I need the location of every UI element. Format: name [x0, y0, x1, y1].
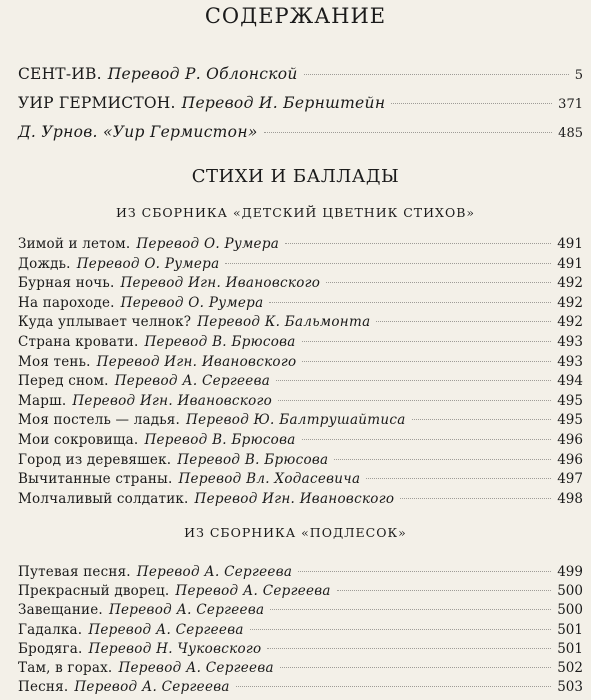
entry-translator: Перевод И. Бернштейн — [181, 94, 386, 112]
entry-title: Прекрасный дворец. — [18, 583, 170, 600]
entry-translator: Перевод Игн. Ивановского — [194, 490, 395, 507]
entry-title: Страна кровати. — [18, 334, 139, 350]
toc-entry — [18, 93, 583, 113]
entry-title: Завещание. — [18, 602, 103, 619]
dot-leader — [236, 686, 551, 687]
dot-leader — [334, 459, 551, 460]
toc-entry — [18, 332, 583, 352]
toc-entry — [18, 122, 583, 142]
toc-entry — [18, 64, 583, 84]
entry-translator: Перевод О. Румера — [136, 236, 280, 252]
entry-title: Путевая песня. — [18, 564, 131, 580]
page-number: 485 — [558, 126, 583, 141]
poems-heading: СТИХИ И БАЛЛАДЫ — [191, 166, 400, 187]
entry-translator: Перевод А. Сергеева — [136, 564, 293, 580]
toc-entry — [18, 234, 583, 254]
entry-translator: Перевод Вл. Ходасевича — [178, 471, 361, 488]
dot-leader — [302, 361, 551, 362]
dot-leader — [337, 590, 551, 591]
page-number: 5 — [574, 68, 583, 83]
entry-title: Дождь. — [18, 255, 71, 272]
entry-title: Там, в горах. — [18, 660, 113, 676]
entry-title: Моя тень. — [18, 353, 91, 370]
entry-translator: Перевод А. Сергеева — [74, 679, 230, 696]
page-number: 493 — [557, 334, 583, 350]
toc-entry — [18, 273, 583, 293]
toc-entry — [18, 489, 583, 509]
collection1-heading: ИЗ СБОРНИКА «ДЕТСКИЙ ЦВЕТНИК СТИХОВ» — [115, 205, 476, 220]
entry-title: Гадалка. — [18, 621, 83, 638]
page-number: 491 — [557, 255, 583, 272]
entry-title: Вычитанные страны. — [18, 471, 173, 488]
page-number: 502 — [557, 660, 583, 676]
entry-translator: Перевод Ю. Балтрушайтиса — [186, 412, 406, 429]
page-number: 492 — [557, 314, 583, 331]
toc-entry — [18, 581, 583, 601]
entry-translator: Перевод А. Сергеева — [88, 621, 244, 638]
page-number: 501 — [557, 640, 583, 657]
page-number: 498 — [557, 490, 583, 507]
dot-leader — [285, 243, 551, 244]
entry-title: УИР ГЕРМИСТОН. — [18, 94, 176, 112]
entry-translator: Перевод В. Брюсова — [177, 451, 329, 468]
entry-title: Молчаливый солдатик. — [18, 490, 189, 507]
entry-title: Куда уплывает челнок? — [18, 314, 192, 331]
page-number: 495 — [557, 392, 583, 409]
dot-leader — [276, 380, 551, 381]
page-number: 496 — [557, 432, 583, 448]
dot-leader — [250, 629, 552, 630]
toc-entry — [18, 562, 583, 582]
toc-entry — [18, 639, 583, 659]
entry-translator: Перевод Н. Чуковского — [88, 640, 262, 657]
page-number: 500 — [557, 583, 583, 600]
page-number: 492 — [557, 275, 583, 292]
dot-leader — [278, 400, 551, 401]
entry-translator: Перевод Игн. Ивановского — [96, 353, 297, 370]
entry-title: Город из деревяшек. — [18, 451, 172, 468]
dot-leader — [326, 282, 551, 283]
entry-translator: Перевод А. Сергеева — [118, 660, 274, 676]
toc-entry — [18, 293, 583, 313]
page-number: 494 — [557, 373, 583, 390]
toc-entry — [18, 600, 583, 620]
dot-leader — [400, 498, 551, 499]
entry-translator: Перевод Р. Облонской — [107, 65, 298, 83]
entry-title: Песня. — [18, 679, 69, 696]
dot-leader — [270, 609, 551, 610]
page-number: 503 — [557, 679, 583, 696]
toc-entry — [18, 352, 583, 372]
entry-title: Марш. — [18, 392, 67, 409]
entry-translator: Перевод А. Сергеева — [175, 583, 331, 600]
toc-entry — [18, 371, 583, 391]
entry-translator: Перевод О. Румера — [120, 294, 264, 311]
entry-title: Бродяга. — [18, 640, 83, 657]
page-number: 500 — [557, 602, 583, 619]
page-number: 493 — [557, 353, 583, 370]
entry-translator: Перевод Игн. Ивановского — [120, 275, 321, 292]
page-number: 496 — [557, 451, 583, 468]
entry-title: Мои сокровища. — [18, 432, 139, 448]
dot-leader — [264, 132, 553, 133]
dot-leader — [302, 439, 552, 440]
page-number: 492 — [557, 294, 583, 311]
entry-title: Перед сном. — [18, 373, 109, 390]
toc-entry — [18, 254, 583, 274]
dot-leader — [366, 478, 551, 479]
toc-entry — [18, 658, 583, 678]
entry-translator: Перевод А. Сергеева — [108, 602, 265, 619]
collection2-heading: ИЗ СБОРНИКА «ПОДЛЕСОК» — [184, 525, 407, 540]
dot-leader — [391, 103, 552, 104]
toc-entry — [18, 410, 583, 430]
page-number: 499 — [557, 564, 583, 580]
toc-entry — [18, 620, 583, 640]
dot-leader — [302, 341, 552, 342]
entry-title: Моя постель — ладья. — [18, 412, 181, 429]
dot-leader — [412, 419, 552, 420]
page-number: 495 — [557, 412, 583, 429]
entry-translator: Перевод Игн. Ивановского — [72, 392, 273, 409]
page-title: СОДЕРЖАНИЕ — [204, 4, 387, 28]
page-number: 497 — [557, 471, 583, 488]
page-number: 491 — [557, 236, 583, 252]
page-number: 501 — [557, 621, 583, 638]
dot-leader — [225, 263, 551, 264]
entry-title: Бурная ночь. — [18, 275, 115, 292]
entry-translator: Перевод В. Брюсова — [144, 432, 296, 448]
toc-entry — [18, 430, 583, 450]
entry-title: На пароходе. — [18, 294, 115, 311]
entry-translator: Перевод О. Румера — [76, 255, 220, 272]
entry-title: СЕНТ-ИВ. — [18, 65, 102, 83]
dot-leader — [267, 648, 551, 649]
dot-leader — [298, 571, 551, 572]
page-number: 371 — [558, 97, 583, 112]
toc-entry — [18, 677, 583, 697]
toc-entry — [18, 450, 583, 470]
dot-leader — [304, 74, 569, 75]
entry-title: Зимой и летом. — [18, 236, 131, 252]
entry-translator: Перевод А. Сергеева — [114, 373, 271, 390]
toc-entry — [18, 312, 583, 332]
toc-entry — [18, 391, 583, 411]
dot-leader — [269, 302, 551, 303]
toc-entry — [18, 469, 583, 489]
entry-translator: Д. Урнов. «Уир Гермистон» — [18, 123, 258, 141]
dot-leader — [376, 321, 551, 322]
dot-leader — [280, 667, 551, 668]
entry-translator: Перевод К. Бальмонта — [197, 314, 371, 331]
entry-translator: Перевод В. Брюсова — [144, 334, 296, 350]
